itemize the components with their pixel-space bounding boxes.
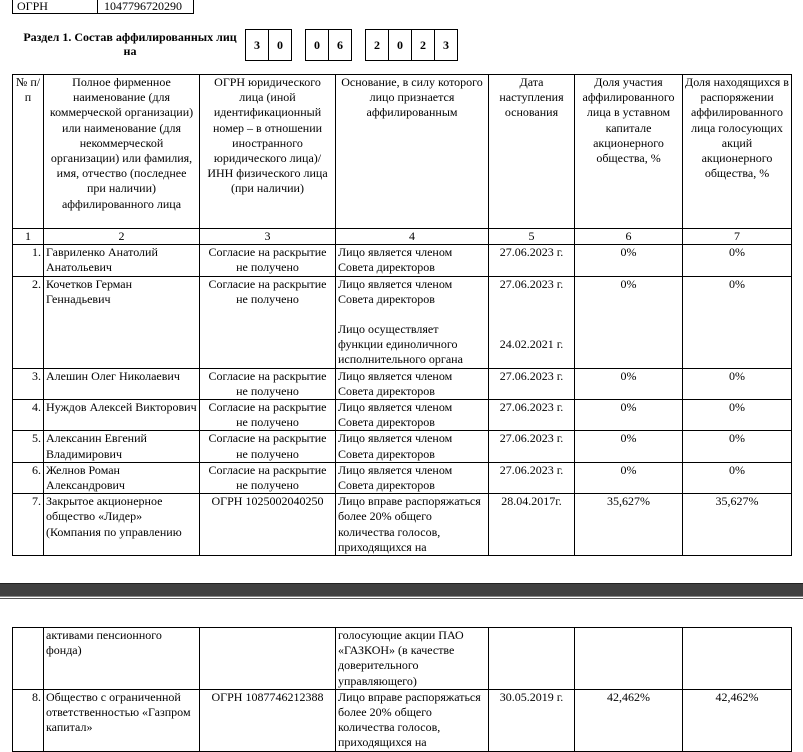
capital-share (575, 628, 683, 690)
affiliation-basis: Лицо является членом Совета директоров (336, 400, 489, 431)
voting-share: 0% (683, 245, 792, 276)
affiliate-name: Алешин Олег Николаевич (44, 368, 200, 399)
affiliation-basis: Лицо является членом Совета директоров (338, 276, 453, 306)
capital-share: 0% (575, 245, 683, 276)
row-number: 2. (13, 276, 44, 368)
col-header: Доля находящихся в распоряжении аффилированного лица голосующих акций акционерного общества, % (683, 75, 792, 229)
affiliation-basis: Лицо является членом Совета директоров (336, 462, 489, 493)
basis-date: 27.06.2023 г. (489, 245, 575, 276)
basis-date: 27.06.2023 г. (499, 276, 564, 291)
affiliation-basis: Лицо вправе распоряжаться более 20% общего количества голосов, приходящихся на (336, 689, 489, 751)
affiliate-name: Кочетков Герман Геннадьевич (44, 276, 200, 368)
affiliates-table-continued (12, 627, 792, 752)
basis-date: 27.06.2023 г. (489, 462, 575, 493)
date-digit: 2 (411, 30, 434, 60)
row-number: 4. (13, 400, 44, 431)
affiliation-basis: голосующие акции ПАО «ГАЗКОН» (в качестве доверительного управляющего) (336, 628, 489, 690)
table-row (13, 494, 792, 556)
affiliation-basis: Лицо является членом Совета директоров (336, 245, 489, 276)
col-header: Основание, в силу которого лицо признается аффилированным (336, 75, 489, 229)
col-number: 6 (575, 229, 683, 245)
row-number (13, 628, 44, 690)
table-row (13, 276, 792, 368)
affiliate-id: ОГРН 1087746212388 (200, 689, 336, 751)
col-header: Дата наступления основания (489, 75, 575, 229)
affiliate-id: ОГРН 1025002040250 (200, 494, 336, 556)
date-digit: 0 (388, 30, 411, 60)
affiliate-id: Согласие на раскрытие не получено (200, 276, 336, 368)
col-number: 3 (200, 229, 336, 245)
basis-date: 30.05.2019 г. (489, 689, 575, 751)
basis-date-secondary: 24.02.2021 г. (499, 336, 564, 351)
col-header: № п/п (13, 75, 44, 229)
table-header-row (13, 75, 792, 229)
affiliate-id (200, 628, 336, 690)
col-number: 2 (44, 229, 200, 245)
capital-share: 0% (575, 400, 683, 431)
row-number: 8. (13, 689, 44, 751)
affiliate-name: Закрытое акционерное общество «Лидер» (Компания по управлению (44, 494, 200, 556)
row-number: 7. (13, 494, 44, 556)
basis-date: 27.06.2023 г. (489, 368, 575, 399)
date-digit: 3 (254, 38, 260, 52)
capital-share: 35,627% (575, 494, 683, 556)
voting-share: 0% (683, 462, 792, 493)
table-row (13, 689, 792, 751)
affiliate-id: Согласие на раскрытие не получено (200, 462, 336, 493)
date-digit: 2 (374, 38, 380, 52)
col-number: 7 (683, 229, 792, 245)
date-year-boxes (365, 29, 458, 61)
col-number: 4 (336, 229, 489, 245)
affiliate-name: Алексанин Евгений Владимирович (44, 431, 200, 462)
affiliation-basis: Лицо является членом Совета директоров (336, 431, 489, 462)
date-day-boxes (245, 29, 292, 61)
affiliation-basis: Лицо является членом Совета директоров (336, 368, 489, 399)
affiliate-name: Нуждов Алексей Викторович (44, 400, 200, 431)
table-row-continuation (13, 628, 792, 690)
voting-share: 0% (683, 368, 792, 399)
date-digit: 0 (268, 30, 291, 60)
date-digit: 0 (314, 38, 320, 52)
capital-share: 42,462% (575, 689, 683, 751)
affiliate-name: Общество с ограниченной ответственностью «Газпром капитал» (44, 689, 200, 751)
basis-date (489, 628, 575, 690)
voting-share: 0% (683, 276, 792, 368)
row-number: 3. (13, 368, 44, 399)
voting-share: 42,462% (683, 689, 792, 751)
section-title: Раздел 1. Состав аффилированных лиц на (23, 30, 237, 58)
affiliate-id: Согласие на раскрытие не получено (200, 431, 336, 462)
basis-date: 27.06.2023 г. (489, 400, 575, 431)
affiliation-basis-secondary: Лицо осуществляет функции единоличного исполнительного органа (338, 322, 463, 367)
col-header: ОГРН юридического лица (иной идентификационный номер – в отношении иностранного юридического лица)/ ИНН физического лица (при наличии) (200, 75, 336, 229)
table-row (13, 400, 792, 431)
date-digit: 3 (434, 30, 457, 60)
table-row (13, 462, 792, 493)
voting-share (683, 628, 792, 690)
basis-date: 27.06.2023 г. (489, 431, 575, 462)
row-number: 1. (13, 245, 44, 276)
page-break-line (0, 598, 803, 599)
basis-date: 28.04.2017г. (489, 494, 575, 556)
table-row (13, 245, 792, 276)
affiliate-name: активами пенсионного фонда) (44, 628, 200, 690)
affiliation-basis-cell (336, 276, 489, 368)
affiliate-name: Гавриленко Анатолий Анатольевич (44, 245, 200, 276)
capital-share: 0% (575, 462, 683, 493)
capital-share: 0% (575, 368, 683, 399)
page-break-bar (0, 583, 803, 597)
col-number: 5 (489, 229, 575, 245)
col-header: Доля участия аффилированного лица в уставном капитале акционерного общества, % (575, 75, 683, 229)
affiliate-id: Согласие на раскрытие не получено (200, 368, 336, 399)
ogrn-label: ОГРН (13, 0, 98, 13)
affiliate-name: Желнов Роман Александрович (44, 462, 200, 493)
basis-date-cell (489, 276, 575, 368)
capital-share: 0% (575, 431, 683, 462)
table-row (13, 431, 792, 462)
ogrn-header-box (12, 0, 194, 14)
affiliate-id: Согласие на раскрытие не получено (200, 245, 336, 276)
date-digit: 6 (328, 30, 351, 60)
col-number: 1 (13, 229, 44, 245)
affiliate-id: Согласие на раскрытие не получено (200, 400, 336, 431)
row-number: 5. (13, 431, 44, 462)
column-number-row (13, 229, 792, 245)
voting-share: 0% (683, 400, 792, 431)
capital-share: 0% (575, 276, 683, 368)
voting-share: 0% (683, 431, 792, 462)
table-row (13, 368, 792, 399)
voting-share: 35,627% (683, 494, 792, 556)
ogrn-value: 1047796720290 (104, 0, 182, 13)
affiliates-table (12, 74, 792, 556)
row-number: 6. (13, 462, 44, 493)
col-header: Полное фирменное наименование (для коммерческой организации) или наименование (для некоммерческой организации) или фамилия, имя, отчество (последнее при наличии) аффилированного лица (44, 75, 200, 229)
affiliation-basis: Лицо вправе распоряжаться более 20% общего количества голосов, приходящихся на (336, 494, 489, 556)
date-month-boxes (305, 29, 352, 61)
